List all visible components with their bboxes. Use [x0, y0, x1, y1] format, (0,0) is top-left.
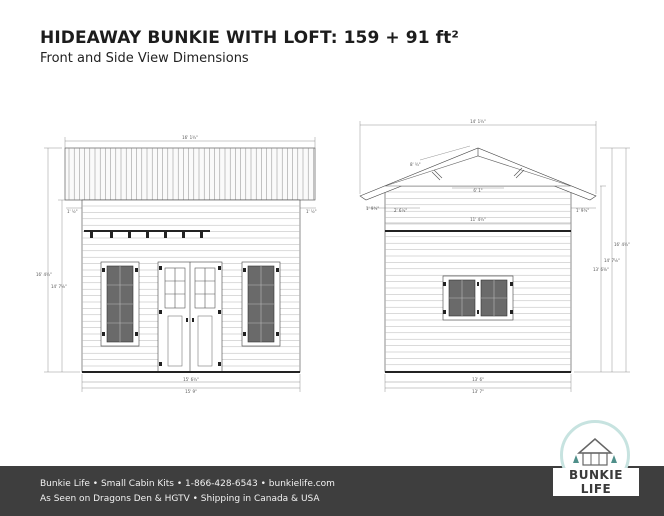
side-gable-infill	[385, 156, 571, 186]
side-height-1-label: 16' 4¾"	[614, 242, 630, 247]
front-view	[44, 137, 316, 392]
side-height-3-label: 13' 6⅜"	[593, 267, 609, 272]
side-view	[360, 121, 630, 392]
side-floor-width-label: 13' 6"	[472, 377, 484, 382]
front-base-width-label: 15' 9"	[185, 389, 197, 394]
front-wall-height-label: 14' 7⅛"	[51, 284, 67, 289]
bunkie-life-logo	[553, 420, 639, 510]
front-overhang-right-label: 1' ½"	[306, 209, 317, 214]
footer-tagline: As Seen on Dragons Den & HGTV • Shipping in Canada & USA	[40, 494, 320, 504]
page-title: HIDEAWAY BUNKIE WITH LOFT: 159 + 91 ft²	[40, 28, 459, 48]
page-subtitle: Front and Side View Dimensions	[40, 51, 249, 66]
front-double-door	[158, 262, 222, 372]
logo-wordmark: BUNKIE LIFE	[553, 468, 639, 496]
side-total-width-label: 14' 1¾"	[470, 119, 486, 124]
side-ridge-width-label: 6' 1"	[473, 188, 483, 193]
side-left-overhang-label: 1' 9¾"	[366, 206, 380, 211]
front-overhang-left-label: 1' ½"	[67, 209, 78, 214]
side-right-overhang-label: 1' 9¾"	[576, 208, 590, 213]
side-window	[443, 276, 513, 320]
front-roof-width-label: 16' 1¾"	[182, 135, 198, 140]
footer-contact-line: Bunkie Life • Small Cabin Kits • 1-866-428-6543 • bunkielife.com	[40, 479, 335, 489]
side-roof-pitch-label: 8' ¾"	[410, 162, 421, 167]
side-left-inset-label: 2' 6½"	[394, 208, 408, 213]
front-window-right	[242, 262, 280, 346]
front-total-height-label: 16' 4¾"	[36, 272, 52, 277]
side-height-2-label: 14' 7⅛"	[604, 258, 620, 263]
front-window-left	[101, 262, 139, 346]
front-roof	[65, 148, 315, 200]
side-loft-width-label: 11' 4¾"	[470, 217, 486, 222]
side-base-width-label: 13' 7"	[472, 389, 484, 394]
front-floor-width-label: 15' 6¾"	[183, 377, 199, 382]
